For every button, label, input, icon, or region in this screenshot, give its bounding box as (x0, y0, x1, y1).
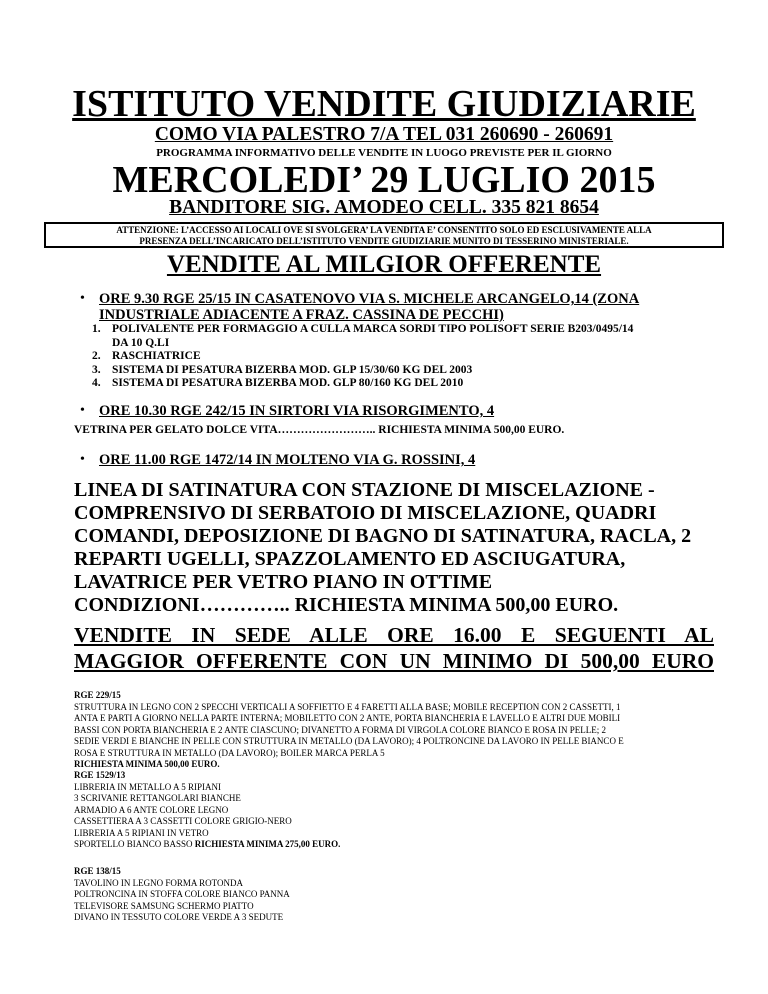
rge-line: CASSETTIERA A 3 CASSETTI COLORE GRIGIO-NERO (74, 816, 292, 826)
lot-3-body-line: COMANDI, DEPOSIZIONE DI BAGNO DI SATINATURA, RACLA, 2 (74, 525, 692, 547)
bullet-lot-3: • (80, 452, 85, 467)
item-text: RASCHIATRICE (112, 350, 201, 362)
list-item (92, 364, 722, 378)
rge-block-138-15 (74, 866, 724, 924)
section-2-line-1: VENDITE IN SEDE ALLE ORE 16.00 E SEGUENTI AL (74, 623, 714, 647)
list-item (92, 350, 722, 364)
lot-1-item-list (92, 323, 722, 391)
rge-line: LIBRERIA A 5 RIPIANI IN VETRO (74, 827, 209, 838)
lot-3-body-line: LAVATRICE PER VETRO PIANO IN OTTIME (74, 571, 493, 593)
page-title: ISTITUTO VENDITE GIUDIZIARIE (72, 83, 696, 125)
rge-line: STRUTTURA IN LEGNO CON 2 SPECCHI VERTICALI A SOFFIETTO E 4 FARETTI ALLA BASE; MOBILE RECEPTION CON 2 CASSETTI, 1 (74, 701, 621, 712)
item-number: 1. (92, 323, 101, 335)
rge-line: ROSA E STRUTTURA IN METALLO (DA LAVORO); BOILER MARCA PERLA 5 (74, 747, 385, 758)
rge-heading: RGE 138/15 (74, 866, 121, 876)
rge-line: ANTA E PARTI A GIORNO NELLA PARTE INTERNA; MOBILETTO CON 2 ANTE, PORTA BIANCHERIA E LAVELLO E ALTRI DUE MOBILI (74, 713, 621, 723)
lot-3-body (74, 479, 714, 617)
lot-3-heading: ORE 11.00 RGE 1472/14 IN MOLTENO VIA G. ROSSINI, 4 (99, 452, 476, 468)
programma-line: PROGRAMMA INFORMATIVO DELLE VENDITE IN LUOGO PREVISTE PER IL GIORNO (156, 147, 612, 159)
rge-block-1529-13 (74, 770, 724, 851)
rge-line: TAVOLINO IN LEGNO FORMA ROTONDA (74, 877, 243, 888)
lot-3-body-line: COMPRENSIVO DI SERBATOIO DI MISCELAZIONE, QUADRI (74, 502, 657, 524)
rge-line: DIVANO IN TESSUTO COLORE VERDE A 3 SEDUTE (74, 912, 284, 922)
bullet-lot-2: • (80, 403, 85, 418)
rge-minimum-price: RICHIESTA MINIMA 500,00 EURO. (74, 759, 220, 769)
section-2-line-2: MAGGIOR OFFERENTE CON UN MINIMO DI 500,00 EURO (74, 649, 714, 673)
item-text: SISTEMA DI PESATURA BIZERBA MOD. GLP 80/160 KG DEL 2010 (112, 377, 464, 389)
access-notice-box (44, 222, 724, 248)
lot-3-body-line: LINEA DI SATINATURA CON STAZIONE DI MISCELAZIONE - (74, 479, 655, 501)
lot-3-body-line: REPARTI UGELLI, SPAZZOLAMENTO ED ASCIUGATURA, (74, 548, 626, 570)
rge-line: SEDIE VERDI E BIANCHE IN PELLE CON STRUTTURA IN METALLO (DA LAVORO); 4 POLTRONCINE DA LAVORO IN PELLE BIANCO E (74, 736, 624, 746)
rge-line: TELEVISORE SAMSUNG SCHERMO PIATTO (74, 900, 254, 911)
item-text: SISTEMA DI PESATURA BIZERBA MOD. GLP 15/30/60 KG DEL 2003 (112, 363, 473, 376)
sale-date: MERCOLEDI’ 29 LUGLIO 2015 (112, 159, 656, 201)
item-text-continued: DA 10 Q.LI (112, 336, 170, 349)
list-item (92, 323, 722, 350)
rge-heading: RGE 229/15 (74, 690, 121, 700)
item-text: POLIVALENTE PER FORMAGGIO A CULLA MARCA SORDI TIPO POLISOFT SERIE B203/0495/14 (112, 323, 634, 335)
item-number: 2. (92, 350, 101, 362)
lot-2-body: VETRINA PER GELATO DOLCE VITA…………………….. RICHIESTA MINIMA 500,00 EURO. (74, 424, 565, 436)
rge-line: BASSI CON PORTA BIANCHERIA E 2 ANTE CIASCUNO; DIVANETTO A FORMA DI VIRGOLA COLORE BIANCO E ROSA IN PELLE; 2 (74, 724, 607, 735)
address-line: COMO VIA PALESTRO 7/A TEL 031 260690 - 260691 (154, 124, 614, 145)
rge-minimum-price: RICHIESTA MINIMA 275,00 EURO. (194, 839, 341, 849)
lot-1-heading-line-1: ORE 9.30 RGE 25/15 IN CASATENOVO VIA S. MICHELE ARCANGELO,14 (ZONA (99, 291, 640, 307)
notice-line-2: PRESENZA DELL’INCARICATO DELL’ISTITUTO VENDITE GIUDIZIARIE MUNITO DI TESSERINO MINISTERIALE. (139, 236, 629, 246)
lot-1-heading-line-2: INDUSTRIALE ADIACENTE A FRAZ. CASSINA DE PECCHI) (99, 307, 504, 323)
lot-2-heading: ORE 10.30 RGE 242/15 IN SIRTORI VIA RISORGIMENTO, 4 (99, 403, 495, 419)
list-item (92, 377, 722, 391)
notice-line-1: ATTENZIONE: L’ACCESSO AI LOCALI OVE SI SVOLGERA’ LA VENDITA E’ CONSENTITO SOLO ED ESCLUSIVAMENTE ALLA (116, 225, 652, 235)
rge-line: LIBRERIA IN METALLO A 5 RIPIANI (74, 781, 222, 792)
rge-line: ARMADIO A 6 ANTE COLORE LEGNO (74, 804, 229, 815)
banditore-line: BANDITORE SIG. AMODEO CELL. 335 821 8654 (169, 197, 599, 218)
item-number: 4. (92, 377, 101, 389)
rge-line: 3 SCRIVANIE RETTANGOLARI BIANCHE (74, 793, 241, 803)
lot-3-body-line: CONDIZIONI………….. RICHIESTA MINIMA 500,00 EURO. (74, 594, 619, 616)
rge-line: SPORTELLO BIANCO BASSO (74, 839, 195, 849)
rge-block-229-15 (74, 690, 724, 771)
item-number: 3. (92, 363, 101, 376)
rge-heading: RGE 1529/13 (74, 770, 126, 780)
rge-line-with-price (74, 839, 724, 851)
rge-line: POLTRONCINA IN STOFFA COLORE BIANCO PANNA (74, 889, 290, 899)
section-title-vendite-in-sede (74, 622, 714, 674)
bullet-lot-1: • (80, 291, 85, 306)
section-title-miglior-offerente: VENDITE AL MILGIOR OFFERENTE (166, 251, 602, 278)
